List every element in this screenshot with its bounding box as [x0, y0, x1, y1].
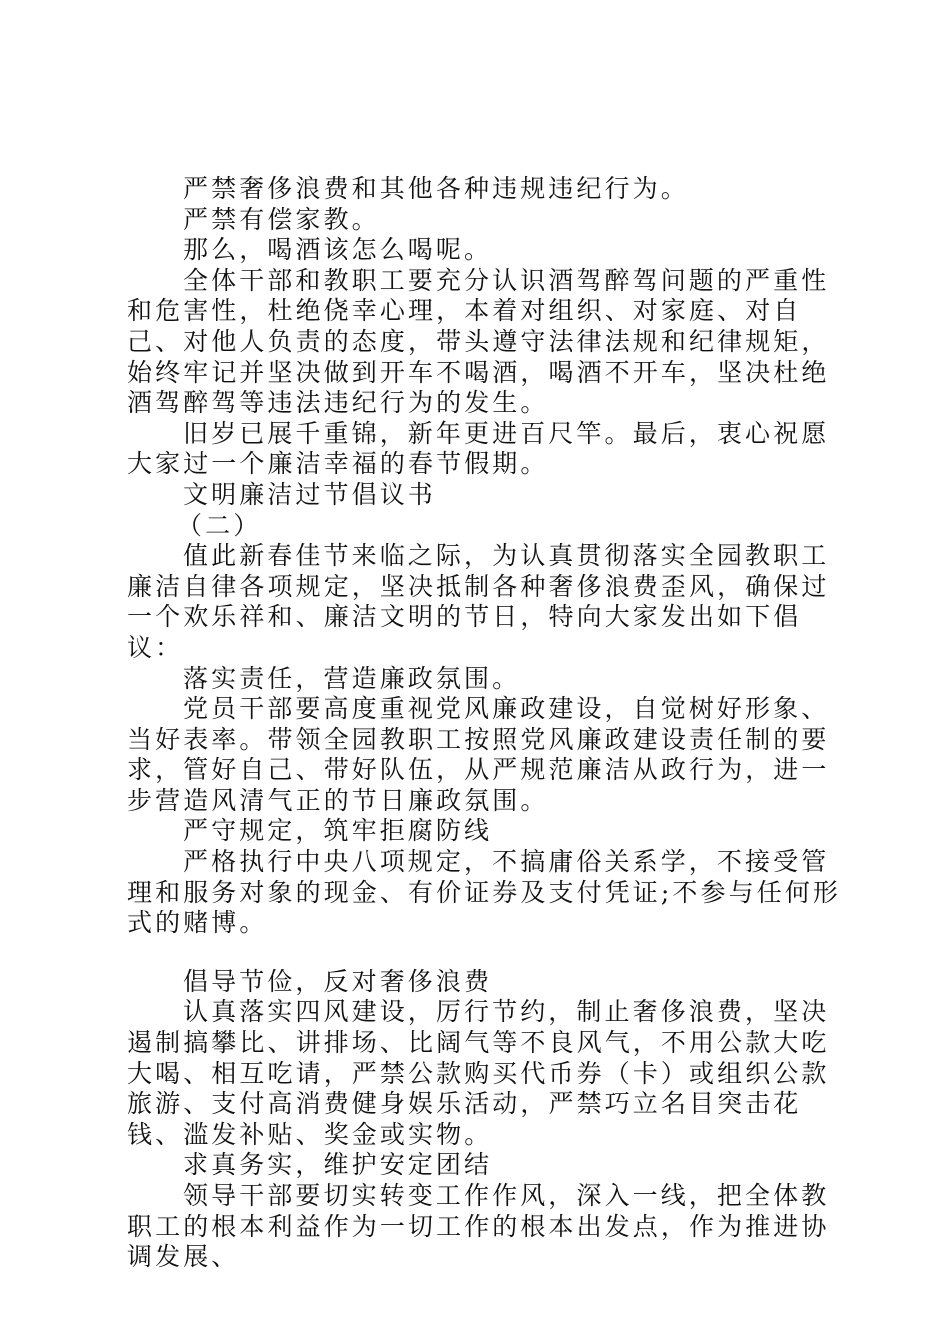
- paragraph: 认真落实四风建设，厉行节约，制止奢侈浪费，坚决遏制搞攀比、讲排场、比阔气等不良风气，不用公款大吃大喝、相互吃请，严禁公款购买代币券（卡）或组织公款旅游、支付高消费健身娱乐活动，严禁巧立名目突击花钱、滥发补贴、奖金或实物。: [127, 997, 830, 1149]
- subheading: 倡导节俭，反对奢侈浪费: [183, 966, 493, 996]
- subheading: 严守规定，筑牢拒腐防线: [183, 816, 493, 846]
- paragraph: 值此新春佳节来临之际，为认真贯彻落实全园教职工廉洁自律各项规定，坚决抵制各种奢侈浪费歪风，确保过一个欢乐祥和、廉洁文明的节日，特向大家发出如下倡议：: [127, 541, 830, 662]
- paragraph: 全体干部和教职工要充分认识酒驾醉驾问题的严重性和危害性，杜绝侥幸心理，本着对组织、对家庭、对自己、对他人负责的态度，带头遵守法律法规和纪律规矩，始终牢记并坚决做到开车不喝酒，喝酒不开车，坚决杜绝酒驾醉驾等违法违纪行为的发生。: [127, 265, 830, 418]
- paragraph: 旧岁已展千重锦，新年更进百尺竿。最后，衷心祝愿大家过一个廉洁幸福的春节假期。: [127, 418, 830, 479]
- subheading: 求真务实，维护安定团结: [183, 1150, 493, 1180]
- paragraph: 严禁奢侈浪费和其他各种违规违纪行为。: [183, 174, 689, 203]
- paragraph: 那么，喝酒该怎么喝呢。: [183, 235, 493, 265]
- paragraph-gap: [127, 939, 857, 967]
- subheading: 落实责任，营造廉政氛围。: [183, 663, 521, 693]
- paragraph: 严格执行中央八项规定，不搞庸俗关系学，不接受管理和服务对象的现金、有价证券及支付凭证;不参与任何形式的赌博。: [127, 847, 842, 938]
- paragraph: 领导干部要切实转变工作作风，深入一线，把全体教职工的根本利益作为一切工作的根本出发点，作为推进协调发展、: [127, 1181, 830, 1272]
- document-body: [127, 174, 857, 1273]
- section-number: （二）: [177, 510, 262, 540]
- section-title: 文明廉洁过节倡议书: [183, 479, 436, 509]
- paragraph: 严禁有偿家教。: [183, 204, 380, 234]
- paragraph: 党员干部要高度重视党风廉政建设，自觉树好形象、当好表率。带领全园教职工按照党风廉政建设责任制的要求，管好自己、带好队伍，从严规范廉洁从政行为，进一步营造风清气正的节日廉政氛围。: [127, 694, 830, 815]
